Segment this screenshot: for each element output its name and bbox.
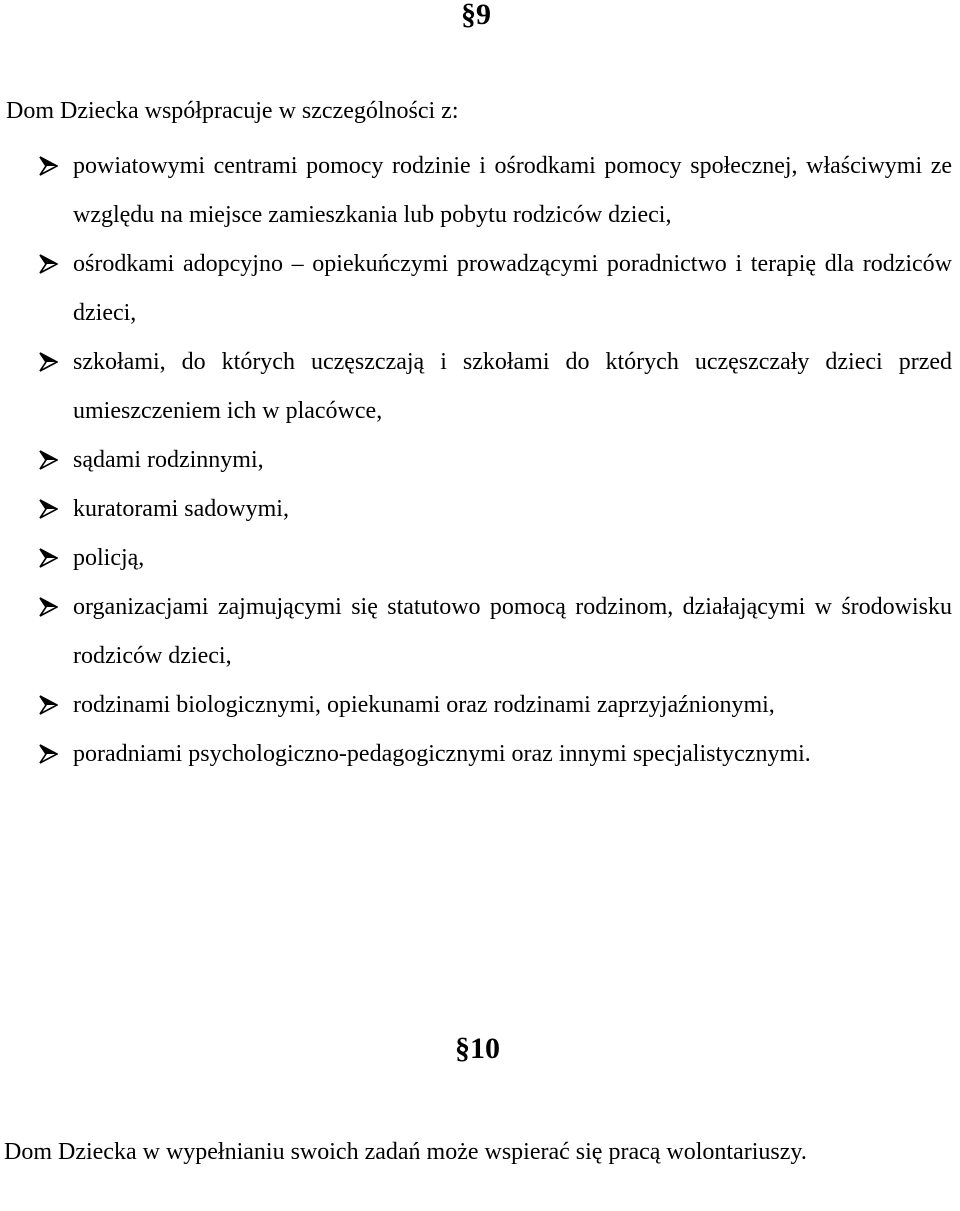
- list-item: [0, 240, 960, 338]
- list-item: [0, 681, 960, 730]
- section-10-paragraph: Dom Dziecka w wypełnianiu swoich zadań może wspierać się pracą wolontariuszy.: [4, 1139, 807, 1165]
- arrowhead-bullet-icon: [38, 744, 58, 764]
- list-item: [0, 730, 960, 779]
- section-9-intro: Dom Dziecka współpracuje w szczególności z:: [6, 98, 459, 124]
- list-item: [0, 583, 960, 681]
- arrowhead-bullet-icon: [38, 352, 58, 372]
- list-item-text: ośrodkami adopcyjno – opiekuńczymi prowadzącymi poradnictwo i terapię dla rodziców dzieci,: [73, 251, 952, 326]
- list-item-text: powiatowymi centrami pomocy rodzinie i ośrodkami pomocy społecznej, właściwymi ze względu na miejsce zamieszkania lub pobytu rodziców dzieci,: [73, 153, 952, 228]
- list-item: [0, 338, 960, 436]
- list-item: [0, 436, 960, 485]
- list-item-text: szkołami, do których uczęszczają i szkołami do których uczęszczały dzieci przed umieszczeniem ich w placówce,: [73, 349, 952, 424]
- arrowhead-bullet-icon: [38, 695, 58, 715]
- list-item-text: policją,: [73, 545, 145, 571]
- section-9-heading: §9: [461, 0, 491, 31]
- list-item-text: poradniami psychologiczno-pedagogicznymi oraz innymi specjalistycznymi.: [73, 741, 811, 767]
- arrowhead-bullet-icon: [38, 548, 58, 568]
- list-item-text: organizacjami zajmującymi się statutowo pomocą rodzinom, działającymi w środowisku rodziców dzieci,: [73, 594, 952, 669]
- list-item-text: sądami rodzinnymi,: [73, 447, 264, 473]
- list-item: [0, 142, 960, 240]
- arrowhead-bullet-icon: [38, 450, 58, 470]
- cooperation-list: [0, 142, 960, 779]
- list-item: [0, 534, 960, 583]
- arrowhead-bullet-icon: [38, 156, 58, 176]
- arrowhead-bullet-icon: [38, 254, 58, 274]
- list-item: [0, 485, 960, 534]
- arrowhead-bullet-icon: [38, 597, 58, 617]
- list-item-text: rodzinami biologicznymi, opiekunami oraz rodzinami zaprzyjaźnionymi,: [73, 692, 775, 718]
- section-10-heading: §10: [455, 1032, 500, 1065]
- list-item-text: kuratorami sadowymi,: [73, 496, 289, 522]
- arrowhead-bullet-icon: [38, 499, 58, 519]
